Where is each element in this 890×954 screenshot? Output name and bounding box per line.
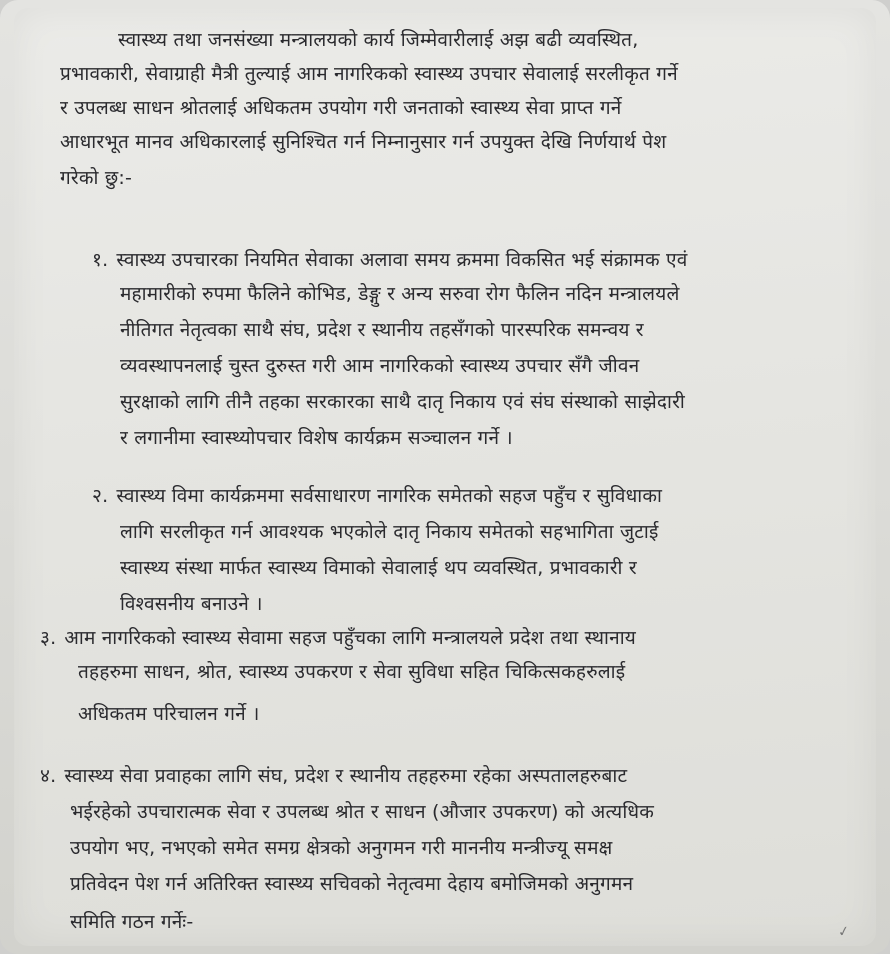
ink-mark-icon: ✓ [836, 923, 852, 941]
intro-line: गरेको छु:- [60, 167, 132, 189]
point-line: उपयोग भए, नभएको समेत समग्र क्षेत्रको अनुगमन गरी माननीय मन्त्रीज्यू समक्ष [70, 837, 613, 859]
point-number: २. [92, 485, 109, 507]
point-line: प्रतिवेदन पेश गर्न अतिरिक्त स्वास्थ्य सचिवको नेतृत्वमा देहाय बमोजिमको अनुगमन [70, 873, 634, 895]
point-text: स्वास्थ्य उपचारका नियमित सेवाका अलावा समय क्रममा विकसित भई संक्रामक एवं [116, 249, 688, 271]
point-line: महामारीको रुपमा फैलिने कोभिड, डेङ्गु र अन्य सरुवा रोग फैलिन नदिन मन्त्रालयले [120, 283, 680, 305]
point-text: आम नागरिकको स्वास्थ्य सेवामा सहज पहुँचका लागि मन्त्रालयले प्रदेश तथा स्थानाय [64, 627, 637, 649]
point-line: तहहरुमा साधन, श्रोत, स्वास्थ्य उपकरण र सेवा सुविधा सहित चिकित्सकहरुलाई [78, 661, 626, 683]
intro-line: आधारभूत मानव अधिकारलाई सुनिश्चित गर्न निम्नानुसार गर्न उपयुक्त देखि निर्णयार्थ पेश [60, 131, 667, 153]
point-line: स्वास्थ्य संस्था मार्फत स्वास्थ्य विमाको सेवालाई थप व्यवस्थित, प्रभावकारी र [120, 557, 637, 579]
point-line: व्यवस्थापनलाई चुस्त दुरुस्त गरी आम नागरिकको स्वास्थ्य उपचार सँगै जीवन [120, 355, 640, 377]
point-line: विश्वसनीय बनाउने । [120, 593, 263, 615]
point-1-first-line [92, 248, 688, 272]
point-2-first-line [92, 484, 662, 508]
point-text: स्वास्थ्य सेवा प्रवाहका लागि संघ, प्रदेश र स्थानीय तहहरुमा रहेका अस्पतालहरुबाट [64, 765, 628, 787]
point-line: अधिकतम परिचालन गर्ने । [78, 703, 260, 725]
intro-line: प्रभावकारी, सेवाग्राही मैत्री तुल्याई आम नागरिकको स्वास्थ्य उपचार सेवालाई सरलीकृत गर्ने [60, 63, 678, 85]
point-line: र लगानीमा स्वास्थ्योपचार विशेष कार्यक्रम सञ्चालन गर्ने । [120, 427, 513, 449]
point-4-first-line [40, 764, 627, 788]
point-line: सुरक्षाको लागि तीनै तहका सरकारका साथै दातृ निकाय एवं संघ संस्थाको साझेदारी [120, 391, 686, 413]
point-text: स्वास्थ्य विमा कार्यक्रममा सर्वसाधारण नागरिक समेतको सहज पहुँच र सुविधाका [116, 485, 663, 507]
point-line: भईरहेको उपचारात्मक सेवा र उपलब्ध श्रोत र साधन (औजार उपकरण) को अत्यधिक [70, 801, 654, 823]
intro-line: र उपलब्ध साधन श्रोतलाई अधिकतम उपयोग गरी जनताको स्वास्थ्य सेवा प्राप्त गर्ने [60, 97, 622, 119]
point-line: लागि सरलीकृत गर्न आवश्यक भएकोले दातृ निकाय समेतको सहभागिता जुटाई [120, 521, 659, 543]
point-number: ४. [40, 765, 57, 787]
point-line: समिति गठन गर्नेः- [70, 911, 194, 933]
point-number: १. [92, 249, 109, 271]
intro-line: स्वास्थ्य तथा जनसंख्या मन्त्रालयको कार्य जिम्मेवारीलाई अझ बढी व्यवस्थित, [118, 29, 639, 51]
point-3-first-line [40, 626, 636, 650]
point-line: नीतिगत नेतृत्वका साथै संघ, प्रदेश र स्थानीय तहसँगको पारस्परिक समन्वय र [120, 319, 644, 341]
point-number: ३. [40, 627, 57, 649]
